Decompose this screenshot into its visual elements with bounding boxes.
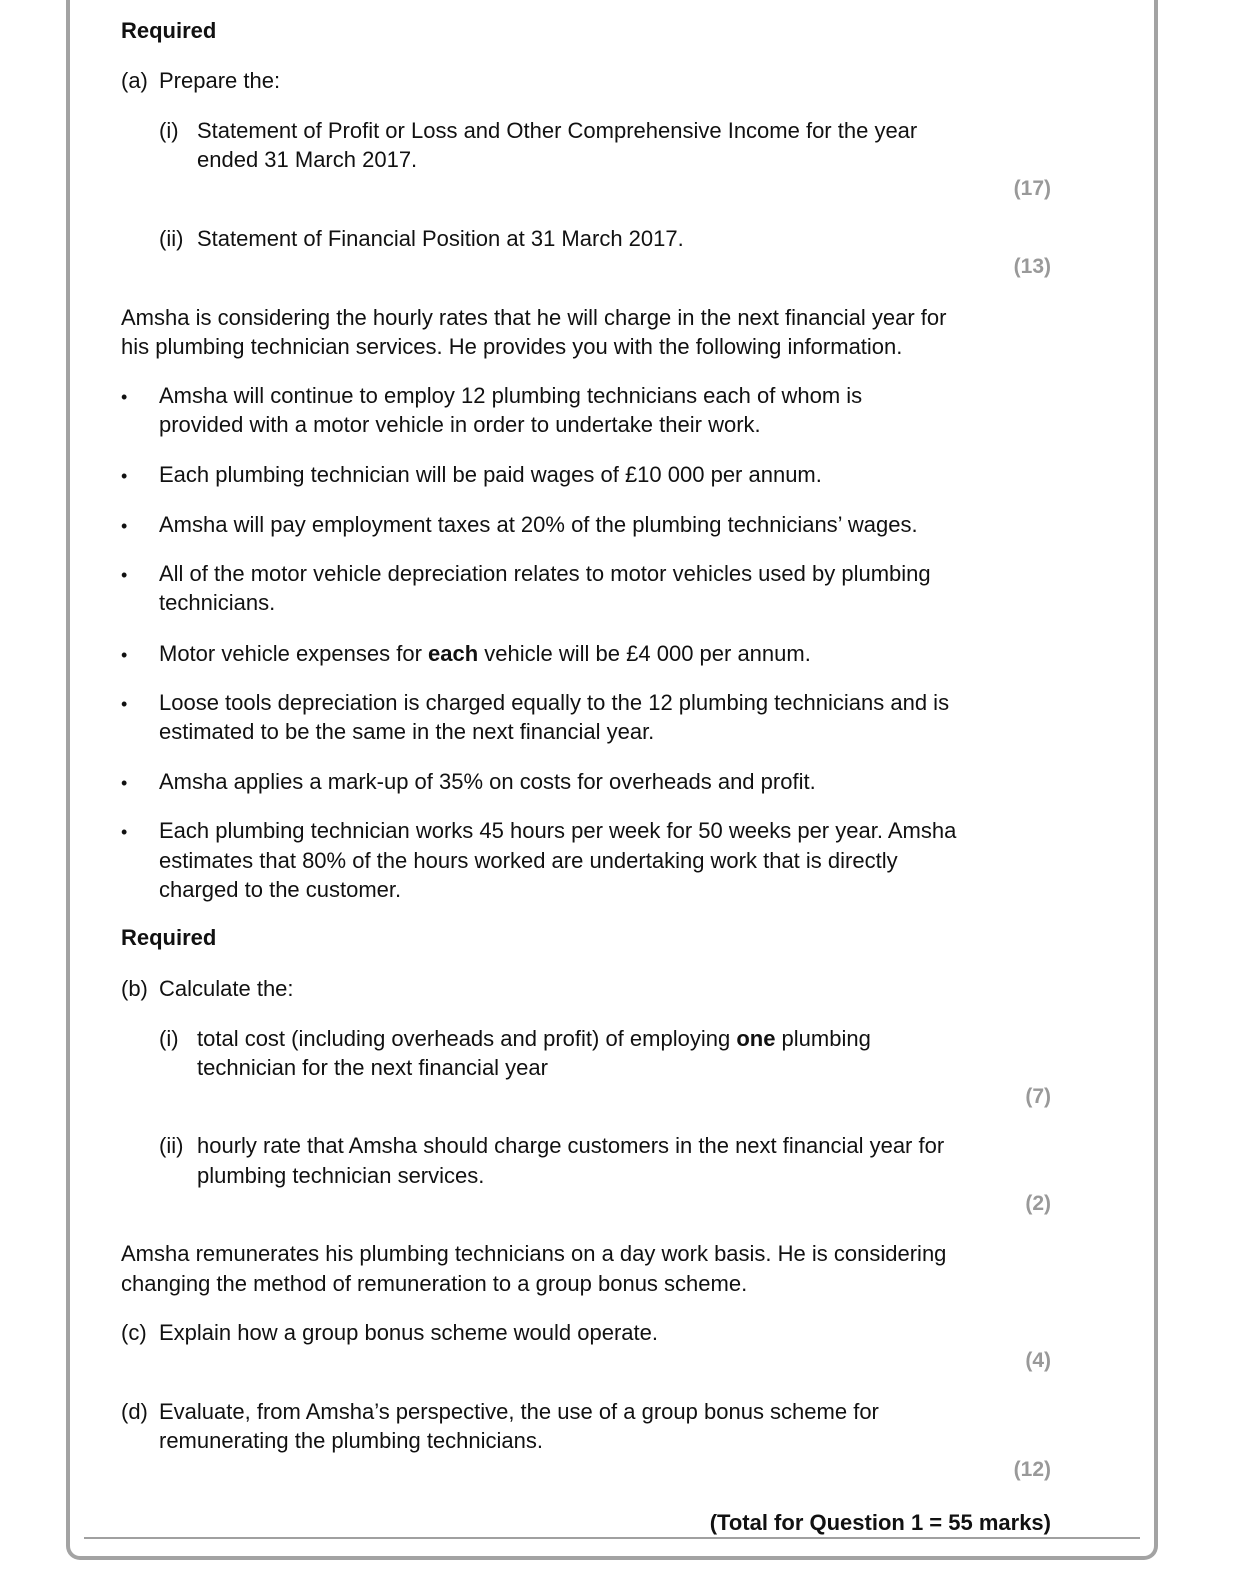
bullet-text: Amsha applies a mark-up of 35% on costs for overheads and profit. (159, 769, 816, 794)
bullet-icon: • (121, 565, 128, 585)
bullet-text: estimated to be the same in the next financial year. (159, 719, 655, 744)
bullet-icon: • (121, 645, 128, 665)
bullet-icon: • (121, 466, 128, 486)
bullet-icon: • (121, 387, 128, 407)
heading-required: Required (121, 925, 217, 950)
paragraph: changing the method of remuneration to a group bonus scheme. (121, 1271, 748, 1296)
part-b-i-text: technician for the next financial year (197, 1055, 548, 1080)
part-c-text: Explain how a group bonus scheme would operate. (159, 1320, 658, 1345)
bullet-text: Loose tools depreciation is charged equally to the 12 plumbing technicians and is (159, 690, 950, 715)
bullet-text: Amsha will continue to employ 12 plumbing technicians each of whom is (159, 383, 863, 408)
part-a-text: Prepare the: (159, 68, 281, 93)
text: total cost (including overheads and profit) of employing (197, 1026, 737, 1051)
part-d-text: remunerating the plumbing technicians. (159, 1428, 544, 1453)
part-a-i-label: (i) (159, 118, 179, 143)
marks: (2) (1025, 1192, 1051, 1215)
bullet-icon: • (121, 516, 128, 536)
bullet-text: Each plumbing technician will be paid wages of £10 000 per annum. (159, 462, 822, 487)
part-b-i-label: (i) (159, 1026, 179, 1051)
marks: (4) (1025, 1349, 1051, 1372)
bullet-text (159, 641, 811, 667)
part-a-ii-text: Statement of Financial Position at 31 March 2017. (197, 226, 684, 251)
bullet-icon: • (121, 822, 128, 842)
paragraph: Amsha is considering the hourly rates that he will charge in the next financial year for (121, 305, 947, 330)
marks: (17) (1013, 177, 1051, 200)
part-b-ii-label: (ii) (159, 1133, 184, 1158)
bullet-icon: • (121, 694, 128, 714)
marks: (13) (1013, 255, 1051, 278)
part-d-text: Evaluate, from Amsha’s perspective, the use of a group bonus scheme for (159, 1399, 879, 1424)
text: vehicle will be £4 000 per annum. (478, 641, 811, 666)
part-b-label: (b) (121, 976, 148, 1001)
bullet-icon: • (121, 773, 128, 793)
bullet-text: Each plumbing technician works 45 hours per week for 50 weeks per year. Amsha (159, 818, 957, 843)
part-b-text: Calculate the: (159, 976, 294, 1001)
bullet-text: provided with a motor vehicle in order to undertake their work. (159, 412, 761, 437)
paragraph: Amsha remunerates his plumbing technicians on a day work basis. He is considering (121, 1241, 947, 1266)
text: Motor vehicle expenses for (159, 641, 429, 666)
total-marks: (Total for Question 1 = 55 marks) (709, 1510, 1051, 1535)
bullet-text: Amsha will pay employment taxes at 20% of the plumbing technicians’ wages. (159, 512, 918, 537)
part-a-i-text: Statement of Profit or Loss and Other Comprehensive Income for the year (197, 118, 918, 143)
part-b-ii-text: hourly rate that Amsha should charge customers in the next financial year for (197, 1133, 945, 1158)
marks: (7) (1025, 1085, 1051, 1108)
bullet-text: charged to the customer. (159, 877, 402, 902)
paragraph: his plumbing technician services. He provides you with the following information. (121, 334, 903, 359)
part-a-ii-label: (ii) (159, 226, 184, 251)
part-b-ii-text: plumbing technician services. (197, 1163, 485, 1188)
part-a-label: (a) (121, 68, 148, 93)
emphasis: each (428, 641, 479, 666)
marks: (12) (1013, 1458, 1051, 1481)
bullet-text: technicians. (159, 590, 276, 615)
part-b-i-text (197, 1026, 871, 1052)
part-d-label: (d) (121, 1399, 148, 1424)
bullet-text: estimates that 80% of the hours worked are undertaking work that is directly (159, 848, 898, 873)
heading-required: Required (121, 18, 217, 43)
divider (84, 1537, 1140, 1539)
part-a-i-text: ended 31 March 2017. (197, 147, 418, 172)
emphasis: one (736, 1026, 776, 1051)
part-c-label: (c) (121, 1320, 147, 1345)
text: plumbing (775, 1026, 871, 1051)
bullet-text: All of the motor vehicle depreciation relates to motor vehicles used by plumbing (159, 561, 931, 586)
